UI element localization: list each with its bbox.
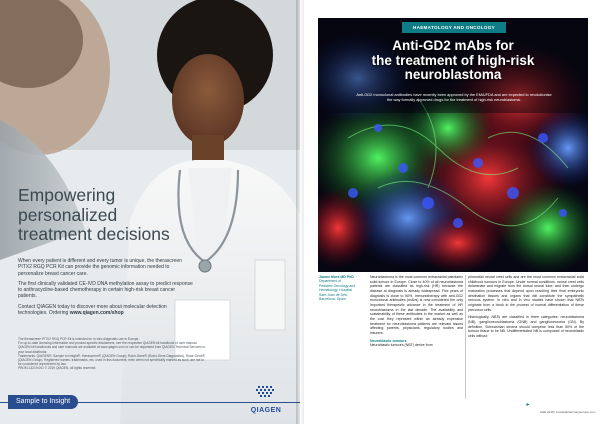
author-affiliation-line: Hematology, Hospital	[319, 288, 353, 293]
advert-paragraph: The first clinically validated CE-IVD DNA methylation assay to predict response to anthracycline-based chemotherapy in certain high-risk breast cancer patients.	[18, 280, 193, 300]
column-divider	[465, 275, 466, 399]
microscopy-hero	[318, 18, 588, 272]
article-title	[338, 39, 568, 83]
author-affiliation-line: Barcelona, Spain	[319, 297, 346, 302]
fineprint-line: Trademarks: QIAGEN®, Sample to Insight®, therascreen® (QIAGEN Group); Rotor-Gene® (Rotor-Gene Diagnostics). Rotor-Gene® (QIAGEN Group). Registered names, trademarks, etc. used in this document, even when not specifically marked as such, are not to be considered unprotected by law.	[18, 353, 205, 367]
page-folio: AHE 2019 | hospitalpharmacyeurope.com	[540, 410, 596, 414]
title-line: the treatment of high-risk	[371, 52, 535, 68]
headline-line: Empowering	[18, 185, 116, 205]
advert-contact	[18, 304, 194, 317]
author-credit	[319, 275, 365, 301]
section-kicker: HAEMATOLOGY AND ONCOLOGY	[402, 22, 506, 33]
author-affiliation-line: Sant Joan de Déu,	[319, 292, 348, 297]
body-paragraph: Neuroblastoma is the most common extracranial paediatric solid tumour in Europe. Close to 40% of all neuroblastoma patients are classified as high-risk (HR) because the disease at diagnosis is already widespread. Five years of diagnosis is close to 50%. Immunotherapy with anti-GD2 monoclonal antibodies (mAbs) is now considered the only important therapeutic advance in the treatment of HR neuroblastoma in the last decade. The availability and sustainability of these antibodies in the market as well as the cost they represent within an already expensive treatment for neuroblastoma patients are relevant issues affecting parents, physicians, regulatory bodies and insurers.	[370, 275, 463, 335]
page-gutter	[296, 0, 304, 424]
article-column-1	[370, 275, 463, 351]
continue-arrow-icon: ▸	[526, 402, 530, 408]
advert-body	[18, 258, 194, 322]
headline-line: treatment decisions	[18, 224, 170, 244]
title-line: neuroblastoma	[404, 67, 502, 82]
author-name: Jaume Mora MD PhD	[319, 275, 354, 279]
advert-fineprint	[18, 337, 208, 371]
qiagen-mark-icon	[256, 386, 276, 398]
headline-line: personalized	[18, 204, 118, 225]
contact-text: Contact QIAGEN today to discover more about molecular detection technologies. Ordering	[18, 303, 167, 317]
body-paragraph: primordial neural crest cells and are the most common extracranial solid childhood tumours in Europe. Under normal conditions, neural crest cells delaminate and migrate from the dorsal neural tube, and then undergo maturation processes that depend upon reaching their final embryonic destination tissues and organs that will constitute the sympathetic nervous system. In vitro and in vivo studies have shown that NBTs originate from a block in the process of normal differentiation of these precursor cells.	[468, 275, 584, 312]
article-page	[300, 0, 600, 424]
article-standfirst: Anti-GD2 monoclonal antibodies have recently been approved by the EMA/FDA and are expected to revolutionise the way formally approved drugs for the treatment of high-risk neuroblastoma.	[356, 92, 552, 103]
fineprint-line: The therascreen PITX2 RGQ PCR Kit is intended for in vitro diagnostic use in Europe.	[18, 337, 140, 341]
advert-paragraph: When every patient is different and every tumor is unique, the therascreen PITX2 RGQ PCR Kit can provide the genomic information needed to personalize breast cancer care.	[18, 258, 182, 277]
section-subheading: Neuroblastic tumours	[370, 338, 407, 343]
qiagen-logo	[243, 386, 289, 417]
author-affiliation-line: Pediatric Oncology and	[319, 283, 356, 288]
sample-to-insight-tag: Sample to Insight	[8, 395, 78, 409]
article-column-2	[468, 275, 584, 342]
advert-headline	[18, 186, 198, 245]
fineprint-line: PROM-13219-001 © 2019 QIAGEN, all rights reserved.	[18, 366, 97, 371]
shop-link[interactable]: www.qiagen.com/shop	[69, 310, 124, 317]
title-line: Anti-GD2 mAbs for	[392, 38, 514, 53]
body-paragraph: Neuroblastic tumours (NBT) derive from	[370, 343, 433, 348]
author-affiliation-line: Department of	[319, 279, 342, 284]
qiagen-wordmark: QIAGEN	[250, 407, 282, 414]
body-paragraph: Histologically, NBTs are classified in three categories: neuroblastoma (NB), ganglioneuroblastoma (GNB) and ganglioneuroma (GN). By definition, Schwannian stroma should comprise less than 50% of the tumour tissue to be NB. Undifferentiated NB is composed of neuroblastic cells without	[468, 315, 584, 338]
fineprint-line: For up-to-date licensing information and product-specific disclaimers, see the respective QIAGEN kit handbook or user manual. QIAGEN kit handbooks and user manuals are available at www.qiagen.com or can be requested from QIAGEN Technical Services or your local distributor.	[18, 341, 206, 354]
